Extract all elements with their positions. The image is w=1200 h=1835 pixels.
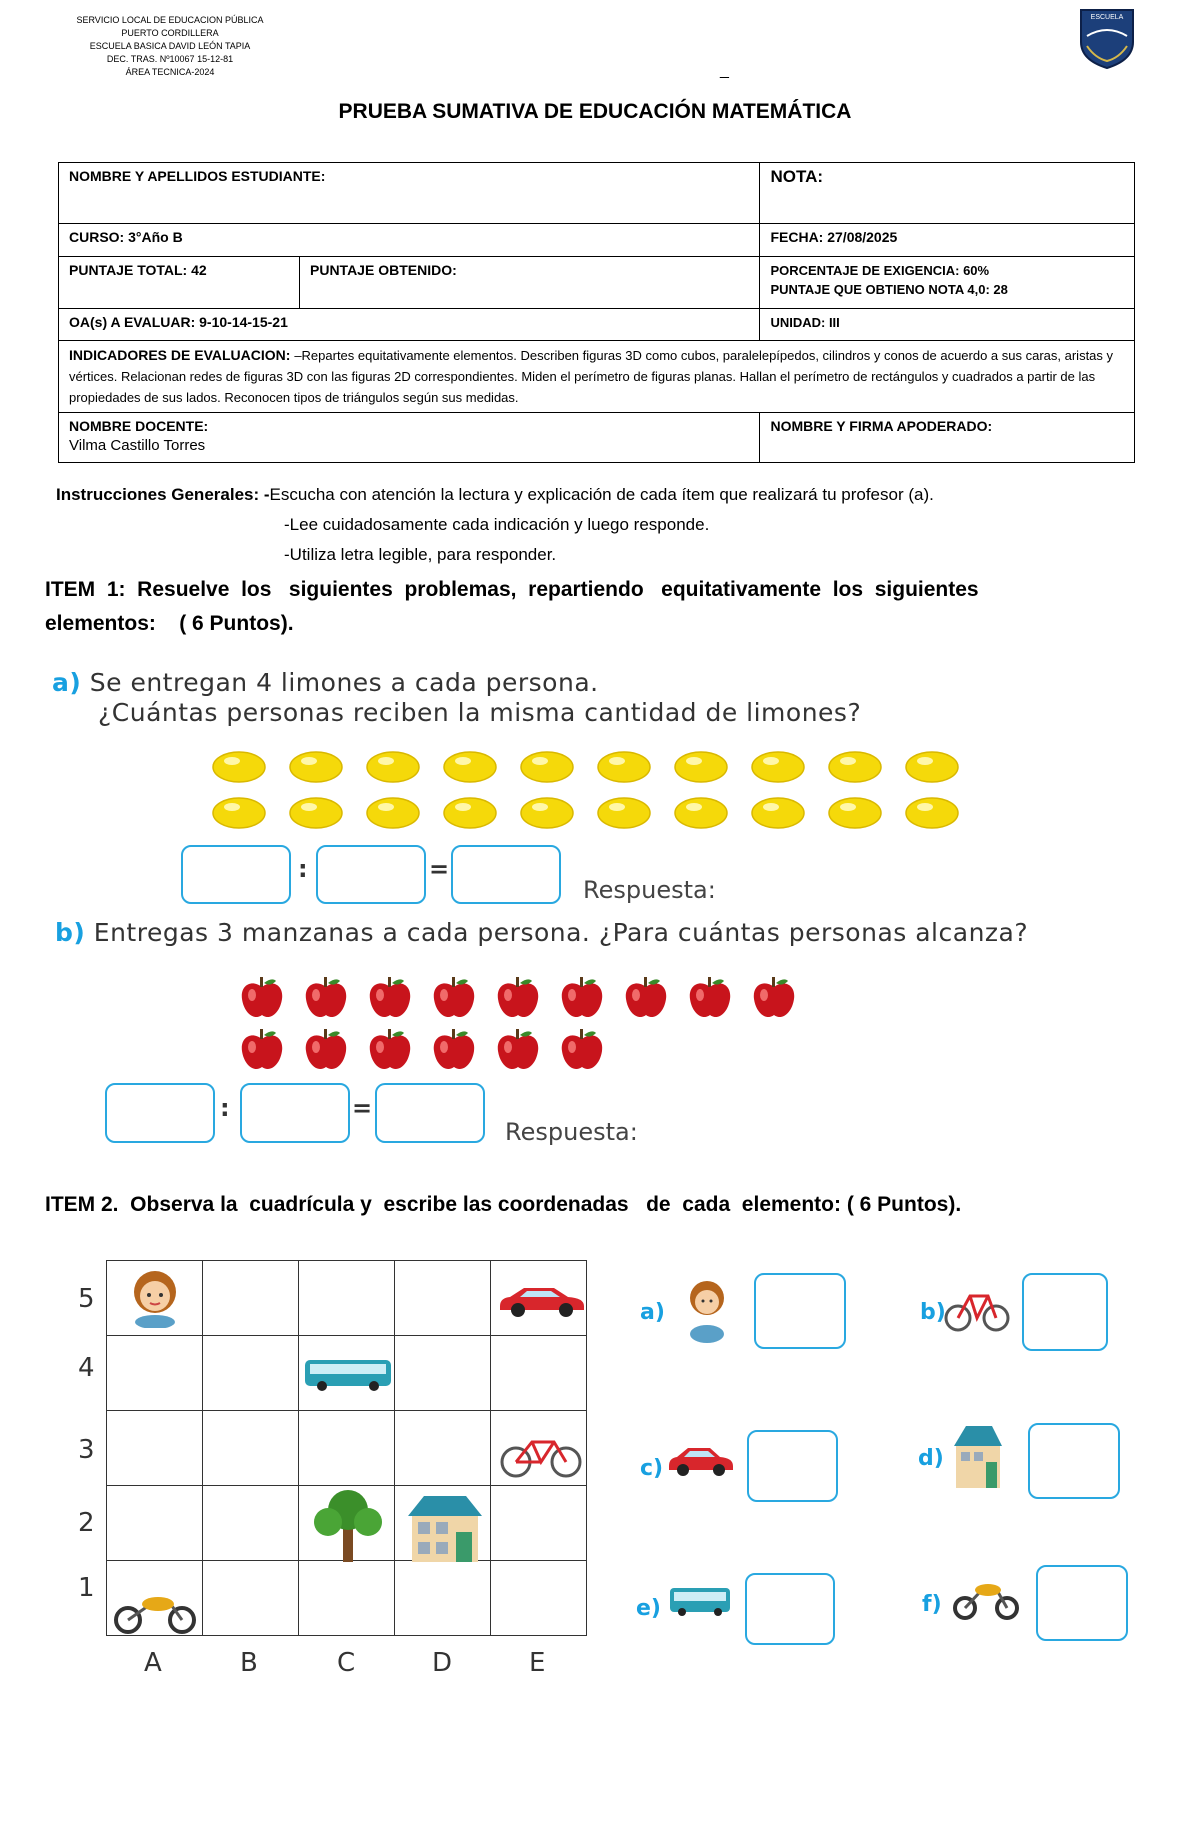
header-line: PUERTO CORDILLERA — [121, 28, 219, 38]
option-label-c: c) — [640, 1456, 664, 1481]
page-title: PRUEBA SUMATIVA DE EDUCACIÓN MATEMÁTICA — [338, 100, 852, 123]
grid-cell — [491, 1336, 587, 1411]
grid-cell — [203, 1561, 299, 1636]
apple-icon — [558, 975, 606, 1021]
answer-box-coord-b[interactable] — [1022, 1273, 1108, 1351]
grid-cell — [203, 1261, 299, 1336]
girl-icon — [125, 1264, 185, 1328]
lemon-icon — [595, 748, 653, 786]
instructions-label: Instrucciones Generales: - — [56, 485, 270, 504]
lemon-icon — [364, 794, 422, 832]
lemon-icon — [672, 794, 730, 832]
apple-icon — [238, 975, 286, 1021]
grid-cell — [299, 1261, 395, 1336]
apple-icon — [302, 975, 350, 1021]
car-icon — [496, 1280, 588, 1320]
header-dash: _ — [720, 62, 729, 79]
svg-text:ESCUELA: ESCUELA — [1090, 14, 1124, 21]
oa-text: OA(s) A EVALUAR: 9-10-14-15-21 — [69, 314, 288, 330]
instruction-line-1: Escucha con atención la lectura y explicación de cada ítem que realizará tu profesor (a). — [269, 485, 934, 504]
lemons-group — [210, 748, 980, 832]
total-score-cell — [59, 257, 300, 309]
total-score-text: PUNTAJE TOTAL: 42 — [69, 262, 207, 278]
house-icon — [404, 1492, 484, 1564]
motorcycle-icon — [952, 1572, 1020, 1622]
divide-sign: : — [220, 1094, 230, 1122]
apple-icon — [430, 1027, 478, 1073]
answer-box-b1[interactable] — [105, 1083, 215, 1143]
lemon-icon — [903, 748, 961, 786]
date-cell — [760, 224, 1135, 257]
lemon-icon — [595, 794, 653, 832]
motorcycle-icon — [112, 1584, 198, 1634]
header-line: DEC. TRAS. Nº10067 15-12-81 — [106, 54, 234, 64]
item1-title-line1: ITEM 1: Resuelve los siguientes problemas, repartiendo equitativamente los siguientes — [45, 578, 979, 601]
grid-cell — [491, 1486, 587, 1561]
apples-group — [238, 975, 808, 1075]
grid-cell — [395, 1561, 491, 1636]
instruction-line-2: -Lee cuidadosamente cada indicación y luego responde. — [284, 515, 710, 534]
answer-box-b3[interactable] — [375, 1083, 485, 1143]
apple-icon — [686, 975, 734, 1021]
lemon-icon — [749, 794, 807, 832]
grid-cell — [203, 1486, 299, 1561]
option-label-a: a) — [640, 1300, 665, 1325]
header-line: SERVICIO LOCAL DE EDUCACION PÚBLICA — [76, 15, 264, 25]
grid-cell — [107, 1486, 203, 1561]
indicators-label: INDICADORES DE EVALUACION: — [69, 347, 295, 363]
question-a-line2: ¿Cuántas personas reciben la misma cantidad de limones? — [98, 698, 862, 727]
answer-box-a1[interactable] — [181, 845, 291, 904]
lemon-icon — [287, 748, 345, 786]
school-logo — [1075, 6, 1139, 70]
apple-icon — [494, 1027, 542, 1073]
bus-icon — [302, 1354, 394, 1394]
lemon-icon — [441, 748, 499, 786]
teacher-label: NOMBRE DOCENTE: — [69, 418, 209, 434]
answer-box-coord-f[interactable] — [1036, 1565, 1128, 1641]
lemon-icon — [364, 748, 422, 786]
house-icon — [952, 1424, 1004, 1490]
lemon-icon — [826, 748, 884, 786]
indicators-text: –Repartes equitativamente elementos. Describen figuras 3D como cubos, paralelepípedos, cilindros y conos de acuerdo a sus caras, aristas y vértices. Relacionan redes de figuras 3D con las figuras 2D correspondientes. Miden el perímetro de figuras planas. Hallan el perímetro de rectángulos y cuadrados a partir de las propiedades de sus lados. Reconocen tipos de triángulos según sus medidas. — [69, 348, 1114, 405]
grid-cell — [299, 1411, 395, 1486]
answer-box-coord-c[interactable] — [747, 1430, 838, 1502]
lemon-icon — [210, 794, 268, 832]
divide-sign: : — [298, 855, 308, 883]
x-label: B — [240, 1648, 258, 1678]
lemon-icon — [826, 794, 884, 832]
y-label: 4 — [78, 1353, 95, 1383]
teacher-name: Vilma Castillo Torres — [69, 437, 206, 454]
bicycle-icon — [944, 1282, 1010, 1334]
grid-cell — [395, 1261, 491, 1336]
grid-cell — [395, 1411, 491, 1486]
lemon-icon — [749, 748, 807, 786]
grid-cell — [107, 1411, 203, 1486]
apple-icon — [366, 975, 414, 1021]
requirement-percent: PORCENTAJE DE EXIGENCIA: 60% — [770, 263, 990, 278]
question-b — [55, 918, 1028, 947]
answer-box-a3[interactable] — [451, 845, 561, 904]
y-label: 2 — [78, 1508, 95, 1538]
question-a-line1: Se entregan 4 limones a cada persona. — [89, 668, 599, 697]
apple-icon — [494, 975, 542, 1021]
student-name-label: NOMBRE Y APELLIDOS ESTUDIANTE: — [69, 168, 326, 184]
answer-box-coord-a[interactable] — [754, 1273, 846, 1349]
requirement-cell — [760, 257, 1135, 309]
apple-icon — [238, 1027, 286, 1073]
answer-label-a: Respuesta: — [583, 876, 716, 904]
x-label: A — [144, 1648, 162, 1678]
course-cell — [59, 224, 760, 257]
answer-label-b: Respuesta: — [505, 1118, 638, 1146]
answer-box-coord-d[interactable] — [1028, 1423, 1120, 1499]
question-a — [52, 668, 599, 697]
guardian-label: NOMBRE Y FIRMA APODERADO: — [770, 418, 993, 434]
grid-cell — [491, 1561, 587, 1636]
x-label: D — [432, 1648, 453, 1678]
girl-icon — [684, 1272, 730, 1344]
question-b-text: Entregas 3 manzanas a cada persona. ¿Para cuántas personas alcanza? — [93, 918, 1029, 947]
teacher-cell — [59, 413, 760, 463]
header-line: ÁREA TECNICA-2024 — [125, 67, 215, 77]
answer-box-b2[interactable] — [240, 1083, 350, 1143]
equals-sign: = — [429, 855, 450, 883]
guardian-cell[interactable] — [760, 413, 1135, 463]
oa-cell — [59, 309, 760, 341]
bus-icon — [668, 1584, 732, 1620]
tree-icon — [308, 1486, 388, 1564]
lemon-icon — [441, 794, 499, 832]
apple-icon — [750, 975, 798, 1021]
student-name-cell[interactable] — [59, 163, 760, 224]
course-text: CURSO: 3°Año B — [69, 229, 183, 245]
obtained-score-label: PUNTAJE OBTENIDO: — [310, 262, 457, 278]
apple-icon — [558, 1027, 606, 1073]
x-label: E — [529, 1648, 546, 1678]
shield-logo-icon — [1075, 6, 1139, 70]
option-label-d: d) — [918, 1446, 944, 1471]
lemon-icon — [672, 748, 730, 786]
unit-cell — [760, 309, 1135, 341]
lemon-icon — [518, 794, 576, 832]
apple-icon — [302, 1027, 350, 1073]
option-label-f: f) — [922, 1592, 942, 1617]
grade-label: NOTA: — [770, 167, 824, 186]
item2-title: ITEM 2. Observa la cuadrícula y escribe las coordenadas de cada elemento: ( 6 Puntos). — [45, 1193, 962, 1216]
grid-cell — [203, 1336, 299, 1411]
apple-icon — [430, 975, 478, 1021]
school-header — [60, 14, 280, 79]
general-instructions — [56, 480, 1156, 570]
grid-cell — [395, 1336, 491, 1411]
unit-text: UNIDAD: III — [770, 315, 840, 330]
student-info-table — [58, 162, 1135, 463]
question-a-letter: a) — [52, 668, 82, 697]
lemon-icon — [518, 748, 576, 786]
indicators-cell — [59, 341, 1135, 413]
item1-title — [45, 573, 1135, 641]
car-icon — [666, 1440, 736, 1480]
date-text: FECHA: 27/08/2025 — [770, 229, 898, 245]
passing-score: PUNTAJE QUE OBTIENO NOTA 4,0: 28 — [770, 282, 1008, 297]
lemon-icon — [903, 794, 961, 832]
header-line: ESCUELA BASICA DAVID LEÓN TAPIA — [89, 41, 251, 51]
option-label-b: b) — [920, 1300, 946, 1325]
bicycle-icon — [496, 1430, 586, 1478]
answer-box-a2[interactable] — [316, 845, 426, 904]
y-label: 1 — [78, 1573, 95, 1603]
grid-cell — [107, 1336, 203, 1411]
x-label: C — [337, 1648, 356, 1678]
instruction-line-3: -Utiliza letra legible, para responder. — [284, 545, 557, 564]
y-label: 3 — [78, 1435, 95, 1465]
grade-cell[interactable] — [760, 163, 1135, 224]
apple-icon — [366, 1027, 414, 1073]
apple-icon — [622, 975, 670, 1021]
answer-box-coord-e[interactable] — [745, 1573, 835, 1645]
obtained-score-cell[interactable] — [300, 257, 760, 309]
lemon-icon — [287, 794, 345, 832]
grid-cell — [203, 1411, 299, 1486]
y-label: 5 — [78, 1284, 95, 1314]
grid-cell — [299, 1561, 395, 1636]
lemon-icon — [210, 748, 268, 786]
item1-title-line2: elementos: ( 6 Puntos). — [45, 612, 294, 635]
option-label-e: e) — [636, 1596, 661, 1621]
equals-sign: = — [352, 1094, 373, 1122]
question-b-letter: b) — [55, 918, 86, 947]
